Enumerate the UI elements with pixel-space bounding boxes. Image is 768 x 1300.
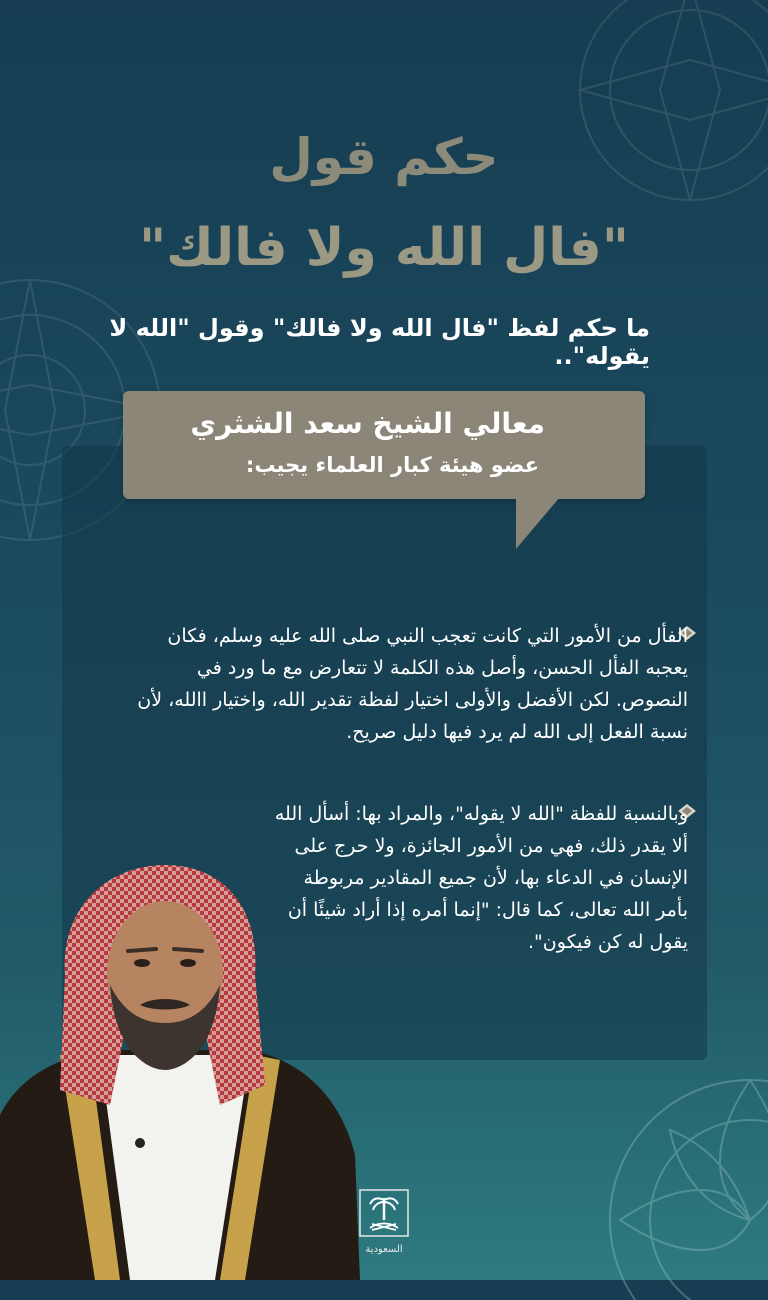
speaker-name: معالي الشيخ سعد الشثري — [190, 407, 545, 440]
ornament-top-right-icon — [560, 0, 768, 220]
speech-bubble-tail-icon — [508, 497, 568, 552]
question-text: ما حكم لفظ "فال الله ولا فالك" وقول "الله لا يقوله".. — [109, 314, 650, 370]
speaker-bubble — [123, 391, 645, 499]
title-line-1: حكم قول — [269, 128, 499, 186]
logo-text: السعودية — [365, 1244, 403, 1255]
sheikh-portrait-icon — [0, 855, 360, 1280]
ornament-bottom-right-icon — [560, 1020, 768, 1300]
answer-paragraph-1: الفأل من الأمور التي كانت تعجب النبي صلى الله عليه وسلم، فكان يعجبه الفأل الحسن، وأصل هذه الكلمة لا تتعارض مع ما ورد في النصوص. لكن الأفضل والأولى اختيار لفظة تقدير الله، واختيار االله، لأن نسبة الفعل إلى الله لم يرد فيها دليل صريح. — [137, 625, 688, 743]
title-line-2: "فال الله ولا فالك" — [139, 218, 629, 278]
speaker-role: عضو هيئة كبار العلماء يجيب: — [245, 453, 539, 477]
palm-swords-emblem-icon — [358, 1188, 410, 1238]
saudi-logo — [358, 1188, 410, 1258]
answer-paragraph-2: وبالنسبة للفظة "الله لا يقوله"، والمراد بها: أسأل الله ألا يقدر ذلك، فهي من الأمور الجائزة، ولا حرج على الإنسان في الدعاء بها، لأن جميع المقادير مربوطة بأمر الله تعالى، كما قال: "إنما أمره إذا أراد شيئًا أن يقول له كن فيكون". — [274, 803, 688, 953]
